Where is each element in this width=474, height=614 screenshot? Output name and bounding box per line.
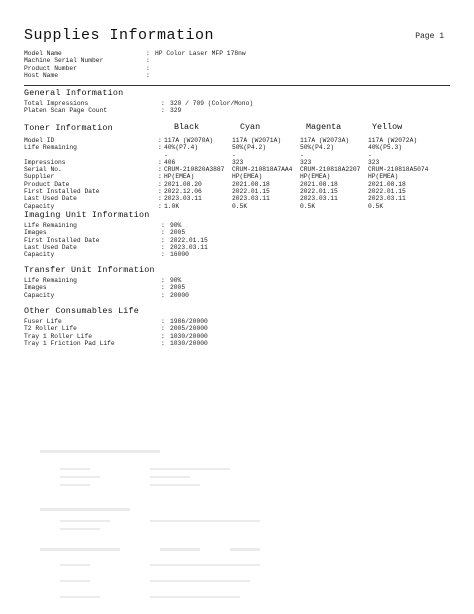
table-row: Life Remaining : 40%(P7.4) 50%(P4.2) 50%(P4.2) 40%(P5.3) [24, 144, 403, 152]
transfer-heading: Transfer Unit Information [24, 265, 155, 275]
list-item: Capacity : 16000 [24, 251, 189, 259]
list-item: Life Remaining : 90% [24, 277, 182, 284]
imaging-heading: Imaging Unit Information [24, 210, 150, 220]
table-row: Capacity : 1.0K 0.5K 0.5K 0.5K [24, 202, 384, 210]
table-row: Serial No. : CRUM-210820A3887 CRUM-210818A7AA4 CRUM-210818A2207 CRUM-210818A5074 [24, 166, 429, 174]
table-row: Product Date : 2021.08.20 2021.08.18 2021.08.18 2021.08.18 [24, 180, 406, 188]
list-item: T2 Roller Life : 2005/20000 [24, 325, 208, 333]
toner-heading: Toner Information [24, 123, 113, 133]
list-item: Images : 2005 [24, 229, 186, 237]
list-item: Last Used Date : 2023.03.11 [24, 243, 208, 251]
table-row: Impressions : 406 323 323 323 [24, 158, 380, 166]
show-through-texture [40, 440, 280, 610]
device-info [24, 50, 246, 79]
table-row: Model ID : 117A (W2070A) 117A (W2071A) 117A (W2073A) 117A (W2072A) [24, 137, 418, 144]
toner-table [24, 137, 436, 210]
page-title: Supplies Information [24, 27, 215, 44]
toner-color-black: Black [174, 122, 200, 132]
table-row: First Installed Date : 2022.12.06 2022.01.15 2022.01.15 2022.01.15 [24, 188, 406, 196]
list-item: Tray 1 Roller Life : 1030/20000 [24, 332, 208, 340]
other-info [24, 318, 208, 347]
toner-color-cyan: Cyan [240, 122, 261, 132]
general-heading: General Information [24, 88, 124, 98]
list-item: Fuser Life : 1986/20000 [24, 318, 208, 325]
device-row-product: Product Number : [24, 64, 150, 72]
page-number: Page 1 [415, 32, 444, 41]
list-item: Images : 2005 [24, 284, 186, 292]
other-heading: Other Consumables Life [24, 306, 139, 316]
table-row: - - - - [164, 151, 372, 159]
list-item: Tray 1 Friction Pad Life : 1030/20000 [24, 339, 208, 347]
device-row-model: Model Name : HP Color Laser MFP 178nw [24, 50, 246, 57]
toner-color-magenta: Magenta [306, 122, 342, 132]
list-item: First Installed Date : 2022.01.15 [24, 236, 208, 244]
general-info [24, 100, 253, 115]
toner-color-yellow: Yellow [372, 122, 403, 132]
device-row-serial: Machine Serial Number : [24, 57, 150, 65]
list-item: Capacity : 20000 [24, 291, 189, 299]
table-row: Supplier : HP(EMEA) HP(EMEA) HP(EMEA) HP(EMEA) [24, 173, 399, 181]
imaging-info [24, 222, 208, 258]
general-row: Total Impressions : 320 / 709 (Color/Mono) [24, 100, 254, 107]
list-item: Life Remaining : 90% [24, 222, 182, 229]
transfer-info [24, 277, 189, 299]
general-row: Platen Scan Page Count : 329 [24, 107, 182, 115]
device-row-host: Host Name : [24, 71, 150, 79]
table-row: Last Used Date : 2023.03.11 2023.03.11 2023.03.11 2023.03.11 [24, 195, 406, 203]
section-divider [24, 85, 450, 86]
